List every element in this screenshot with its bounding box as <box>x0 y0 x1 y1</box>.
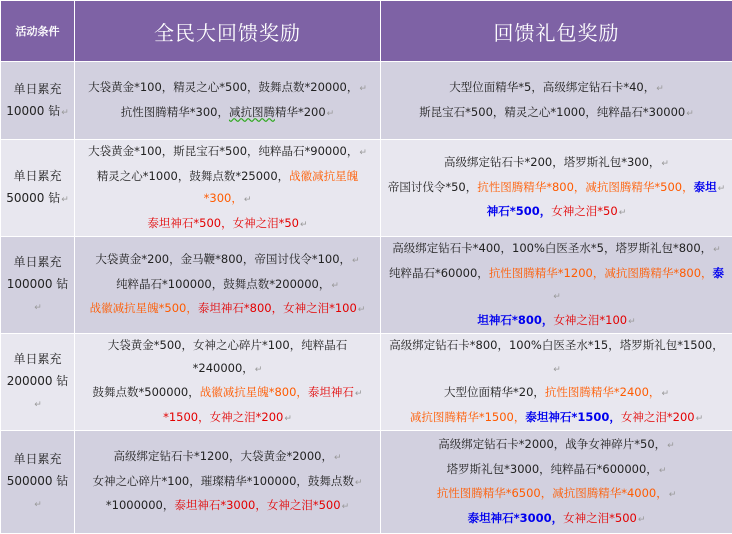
reward-text: 抗性图腾精华*2400， <box>545 385 661 399</box>
reward-text: 减抗图腾精华*1500， <box>410 410 526 424</box>
paragraph-mark-icon: ↵ <box>34 500 42 510</box>
mass-feedback-reward-cell <box>75 431 381 534</box>
paragraph-mark-icon: ↵ <box>686 109 694 119</box>
paragraph-mark-icon: ↵ <box>667 441 675 451</box>
reward-text: 泰坦神石*3000，女神之泪*500 <box>174 498 340 512</box>
reward-text: 战徽减抗星魄*500， <box>90 301 198 315</box>
reward-text: 鼓舞点数*500000， <box>93 385 200 399</box>
reward-text: 泰坦神石*500，女神之泪*50 <box>147 216 299 230</box>
paragraph-mark-icon: ↵ <box>628 317 636 327</box>
paragraph-mark-icon: ↵ <box>61 108 69 118</box>
cell-line <box>79 165 376 212</box>
reward-text: 高级绑定钻石卡*200，塔罗斯礼包*300， <box>444 155 660 169</box>
paragraph-mark-icon: ↵ <box>661 389 669 399</box>
condition-line: 单日累充 <box>5 448 70 470</box>
paragraph-mark-icon: ↵ <box>661 159 669 169</box>
cell-line <box>385 262 728 309</box>
cell-line <box>79 273 376 298</box>
cell-line <box>385 458 728 483</box>
reward-text: 战徽减抗星魄*300， <box>204 169 359 206</box>
paragraph-mark-icon: ↵ <box>244 195 252 205</box>
paragraph-mark-icon: ↵ <box>255 365 263 375</box>
paragraph-mark-icon: ↵ <box>638 515 646 525</box>
mass-feedback-reward-cell <box>75 237 381 334</box>
paragraph-mark-icon: ↵ <box>713 245 721 255</box>
reward-text: 泰 <box>713 266 725 280</box>
cell-line <box>385 176 728 201</box>
condition-line: 50000 钻↵ <box>5 187 70 211</box>
paragraph-mark-icon: ↵ <box>331 281 339 291</box>
paragraph-mark-icon: ↵ <box>334 453 342 463</box>
condition-line: 单日累充 <box>5 348 70 370</box>
paragraph-mark-icon: ↵ <box>34 303 42 313</box>
cell-line <box>385 406 728 431</box>
table-row <box>1 334 732 431</box>
cell-line <box>79 334 376 381</box>
condition-line: 500000 钻↵ <box>5 470 70 516</box>
table-row <box>1 140 732 237</box>
cell-line <box>385 507 728 532</box>
paragraph-mark-icon: ↵ <box>355 478 363 488</box>
reward-text: 高级绑定钻石卡*2000，战争女神碎片*50， <box>438 437 666 451</box>
recharge-condition <box>1 237 75 334</box>
recharge-condition <box>1 140 75 237</box>
reward-text: 大袋黄金*100，斯昆宝石*500，纯粹晶石*90000， <box>88 144 358 158</box>
reward-text: 泰坦神石 <box>308 385 354 399</box>
cell-line <box>79 470 376 495</box>
mass-feedback-reward-cell <box>75 140 381 237</box>
paragraph-mark-icon: ↵ <box>359 84 367 94</box>
reward-text: 泰坦神石*1500， <box>525 410 621 424</box>
reward-text: *1000000， <box>106 498 174 512</box>
paragraph-mark-icon: ↵ <box>656 84 664 94</box>
reward-rows <box>1 62 732 534</box>
reward-text: 女神之泪*50 <box>551 204 617 218</box>
gift-pack-reward-cell <box>381 334 732 431</box>
cell-line <box>79 445 376 470</box>
paragraph-mark-icon: ↵ <box>352 256 360 266</box>
header-col2: 回馈礼包奖励 <box>381 1 732 62</box>
reward-text: 抗性图腾精华*800，减抗图腾精华*500， <box>477 180 693 194</box>
gift-pack-reward-cell <box>381 431 732 534</box>
reward-text: 大型位面精华*20， <box>444 385 545 399</box>
paragraph-mark-icon: ↵ <box>342 502 350 512</box>
paragraph-mark-icon: ↵ <box>669 490 677 500</box>
reward-text: 高级绑定钻石卡*1200，大袋黄金*2000， <box>113 449 333 463</box>
reward-text: 女神之泪*100 <box>553 313 627 327</box>
condition-line: 100000 钻↵ <box>5 273 70 319</box>
reward-text: 大袋黄金*100，精灵之心*500，鼓舞点数*20000， <box>88 80 358 94</box>
reward-text: *1500，女神之泪*200 <box>163 410 283 424</box>
reward-text: 抗性图腾精华*1200，减抗图腾精华*800， <box>489 266 713 280</box>
cell-line <box>79 212 376 237</box>
cell-line <box>79 101 376 126</box>
condition-line: 200000 钻↵ <box>5 370 70 416</box>
condition-line: 单日累充 <box>5 78 70 100</box>
reward-text: 泰坦神石*800，女神之泪*100 <box>198 301 357 315</box>
reward-text: 斯昆宝石*500，精灵之心*1000，纯粹晶石*30000 <box>419 105 685 119</box>
paragraph-mark-icon: ↵ <box>696 414 704 424</box>
paragraph-mark-icon: ↵ <box>327 109 335 119</box>
reward-text: 大袋黄金*200，金马鞭*800，帝国讨伐令*100， <box>95 252 351 266</box>
cell-line <box>385 381 728 406</box>
header-col1: 全民大回馈奖励 <box>75 1 381 62</box>
reward-text: 神石*500， <box>487 204 552 218</box>
condition-line: 10000 钻↵ <box>5 100 70 124</box>
gift-pack-reward-cell <box>381 237 732 334</box>
paragraph-mark-icon: ↵ <box>358 305 366 315</box>
cell-line <box>79 140 376 165</box>
reward-text: 女神之心碎片*100，璀璨精华*100000，鼓舞点数 <box>93 474 354 488</box>
reward-text: 抗性图腾精华*6500，减抗图腾精华*4000， <box>437 486 668 500</box>
header-row <box>1 1 732 62</box>
reward-text: 大型位面精华*5，高级绑定钻石卡*40， <box>449 80 655 94</box>
mass-feedback-reward-cell <box>75 62 381 140</box>
cell-line <box>79 297 376 322</box>
reward-text: 泰坦神石*3000， <box>468 511 564 525</box>
cell-line <box>79 406 376 431</box>
cell-line <box>385 433 728 458</box>
cell-line <box>385 200 728 225</box>
reward-text: 女神之泪*200 <box>621 410 695 424</box>
paragraph-mark-icon: ↵ <box>359 148 367 158</box>
condition-line: 单日累充 <box>5 251 70 273</box>
reward-text: 战徽减抗星魄*800， <box>200 385 308 399</box>
reward-text: 坦神石*800， <box>477 313 553 327</box>
reward-text: 泰坦 <box>694 180 717 194</box>
cell-line <box>385 237 728 262</box>
cell-line <box>385 151 728 176</box>
paragraph-mark-icon: ↵ <box>355 389 363 399</box>
reward-text: 高级绑定钻石卡*800，100%白医圣水*15，塔罗斯礼包*1500， <box>389 338 723 352</box>
condition-line: 单日累充 <box>5 165 70 187</box>
reward-text: 帝国讨伐令*50， <box>388 180 477 194</box>
paragraph-mark-icon: ↵ <box>553 292 561 302</box>
reward-text: 塔罗斯礼包*3000，纯粹晶石*600000， <box>447 462 658 476</box>
cell-line <box>79 381 376 406</box>
cell-line <box>385 482 728 507</box>
cell-line <box>385 309 728 334</box>
reward-text: 精华*200 <box>275 105 326 119</box>
mass-feedback-reward-cell <box>75 334 381 431</box>
paragraph-mark-icon: ↵ <box>34 400 42 410</box>
cell-line <box>385 334 728 381</box>
reward-text: 抗性图腾精华*300， <box>121 105 229 119</box>
reward-text: 高级绑定钻石卡*400，100%白医圣水*5，塔罗斯礼包*800， <box>392 241 712 255</box>
paragraph-mark-icon: ↵ <box>659 466 667 476</box>
header-condition: 活动条件 <box>1 1 75 62</box>
gift-pack-reward-cell <box>381 62 732 140</box>
reward-text: 精灵之心*1000，鼓舞点数*25000， <box>97 169 289 183</box>
paragraph-mark-icon: ↵ <box>284 414 292 424</box>
table-row <box>1 62 732 140</box>
reward-text: 大袋黄金*500，女神之心碎片*100，纯粹晶石*240000， <box>108 338 347 375</box>
paragraph-mark-icon: ↵ <box>553 365 561 375</box>
recharge-condition <box>1 62 75 140</box>
table-row <box>1 237 732 334</box>
recharge-condition <box>1 431 75 534</box>
cell-line <box>385 101 728 126</box>
table-row <box>1 431 732 534</box>
paragraph-mark-icon: ↵ <box>619 208 627 218</box>
paragraph-mark-icon: ↵ <box>61 195 69 205</box>
reward-text: 减抗图腾 <box>229 105 275 119</box>
cell-line <box>79 76 376 101</box>
reward-text: 纯粹晶石*60000， <box>389 266 489 280</box>
reward-text: 纯粹晶石*100000，鼓舞点数*200000， <box>116 277 330 291</box>
cell-line <box>385 76 728 101</box>
paragraph-mark-icon: ↵ <box>300 220 308 230</box>
recharge-condition <box>1 334 75 431</box>
cell-line <box>79 248 376 273</box>
reward-text: 女神之泪*500 <box>563 511 637 525</box>
paragraph-mark-icon: ↵ <box>718 184 726 194</box>
cell-line <box>79 494 376 519</box>
gift-pack-reward-cell <box>381 140 732 237</box>
